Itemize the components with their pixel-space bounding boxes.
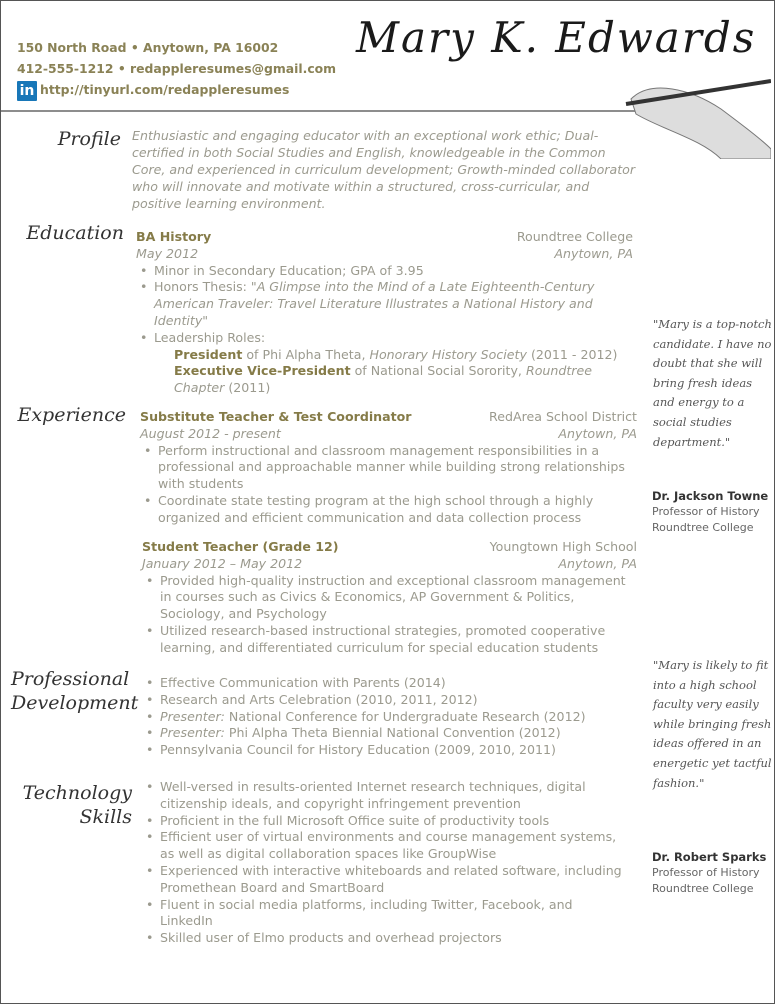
job-entry: Student Teacher (Grade 12) Youngtown High School January 2012 – May 2012 Anytown, PA • Provided high-quality instruction and exceptional classroom management in courses such as Civics & Economics, AP Government & Politics, Sociology, and Psychology • Utilized research-based instructional strategies, promoted cooperative learning, and differentiated curriculum for special education students [142, 539, 637, 657]
section-label-profile: Profile [57, 128, 121, 150]
phone-email: 412-555-1212 • redappleresumes@gmail.com [17, 61, 337, 76]
header-divider [1, 110, 641, 112]
section-label-technology-skills: Technology Skills [22, 782, 132, 828]
list-item: • Skilled user of Elmo products and overhead projectors [142, 930, 622, 947]
technology-list [142, 779, 622, 947]
testimonial-quote: "Mary is a top-notch candidate. I have no doubt that she will bring fresh ideas and energy to a social studies department." [653, 317, 772, 449]
list-item: • Experienced with interactive whiteboards and related software, including Promethean Board and SmartBoard [142, 863, 622, 897]
profile-text: Enthusiastic and engaging educator with an exceptional work ethic; Dual-certified in both Social Studies and English, knowledgeable in the Common Core, and experienced in curriculum development; Growth-minded collaborator who will innovate and motivate within a structured, cross-curricular, and positive learning environment. [132, 128, 636, 211]
role: Executive Vice-President of National Social Sorority, Roundtree Chapter (2011) [174, 363, 592, 396]
testimonial-author: Dr. Jackson Towne Professor of History Roundtree College [652, 489, 769, 534]
list-item: • Research and Arts Celebration (2010, 2011, 2012) [142, 692, 642, 709]
address: 150 North Road • Anytown, PA 16002 [17, 40, 279, 55]
list-item: • Coordinate state testing program at the high school through a highly organized and efficient communication and data collection process [140, 493, 637, 527]
list-item: • Efficient user of virtual environments and course management systems, as well as digital collaboration spaces like GroupWise [142, 829, 622, 863]
section-label-education: Education [26, 222, 124, 244]
list-item: • Leadership Roles: [136, 330, 633, 347]
date: May 2012 [136, 245, 199, 261]
testimonial-quote: "Mary is likely to fit into a high school faculty very easily while bringing fresh ideas offered in an energetic yet tactful fashion." [653, 658, 772, 790]
list-item: • Honors Thesis: "A Glimpse into the Mind of a Late Eighteenth-Century American Traveler: Travel Literature Illustrates a National History and Identity" [136, 279, 633, 329]
linkedin-link[interactable]: http://tinyurl.com/redappleresumes [40, 82, 290, 97]
list-item: • Pennsylvania Council for History Education (2009, 2010, 2011) [142, 742, 642, 759]
list-item: • Provided high-quality instruction and exceptional classroom management in courses such as Civics & Economics, AP Government & Politics, Sociology, and Psychology [142, 573, 637, 623]
list-item: • Perform instructional and classroom management responsibilities in a professional and approachable manner while building strong relationships with students [140, 443, 637, 493]
list-item: • Presenter: Phi Alpha Theta Biennial National Convention (2012) [142, 725, 642, 742]
degree: BA History [136, 229, 212, 244]
list-item: • Presenter: National Conference for Undergraduate Research (2012) [142, 709, 642, 726]
hand-writing-icon [621, 69, 771, 159]
list-item: • Effective Communication with Parents (2014) [142, 675, 642, 692]
testimonial-author: Dr. Robert Sparks Professor of History Roundtree College [652, 850, 767, 895]
role: President of Phi Alpha Theta, Honorary History Society (2011 - 2012) [174, 346, 618, 362]
list-item: • Well-versed in results-oriented Internet research techniques, digital citizenship ideals, and copyright infringement prevention [142, 779, 622, 813]
school: Roundtree College [516, 229, 633, 244]
list-item: • Minor in Secondary Education; GPA of 3.95 [136, 263, 633, 280]
professional-development-list [142, 675, 642, 759]
list-item: • Fluent in social media platforms, including Twitter, Facebook, and LinkedIn [142, 897, 622, 931]
list-item: • Proficient in the full Microsoft Office suite of productivity tools [142, 813, 622, 830]
section-label-experience: Experience [17, 404, 126, 426]
education-entry [136, 229, 633, 397]
linkedin-icon[interactable]: in [17, 81, 37, 101]
applicant-name: Mary K. Edwards [356, 13, 757, 62]
contact-info [17, 37, 336, 101]
section-label-professional-development: Professional Development [11, 668, 139, 714]
job-entry: Substitute Teacher & Test Coordinator RedArea School District August 2012 - present Anytown, PA • Perform instructional and classroom management responsibilities in a professional and approachable manner while building strong relationships with students • Coordinate state testing program at the high school through a highly organized and efficient communication and data collection process [140, 409, 637, 527]
location: Anytown, PA [554, 245, 633, 261]
list-item: • Utilized research-based instructional strategies, promoted cooperative learning, and differentiated curriculum for special education students [142, 623, 637, 657]
